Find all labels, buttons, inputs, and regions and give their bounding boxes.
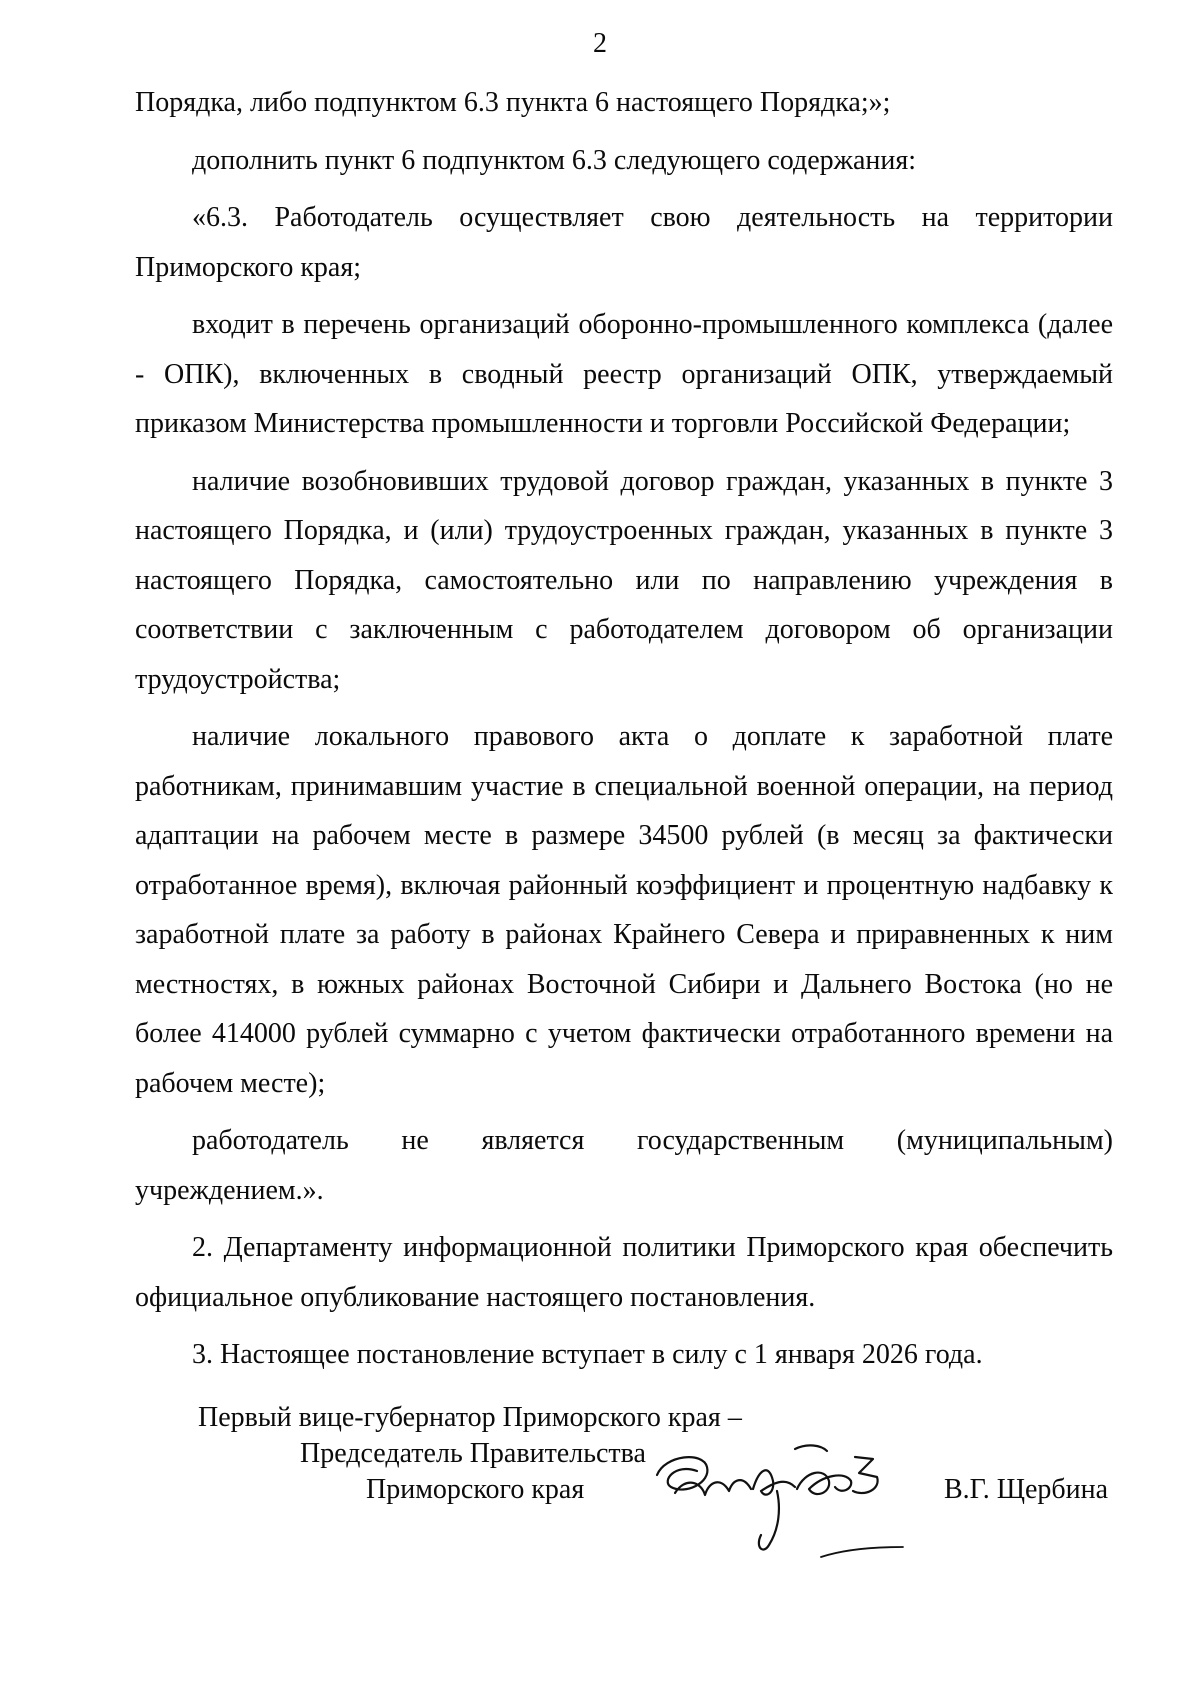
document-body <box>135 78 1113 1388</box>
signatory-title-line2: Председатель Правительства <box>300 1438 646 1469</box>
page-number: 2 <box>593 28 607 59</box>
paragraph-3: «6.3. Работодатель осуществляет свою деятельность на территории Приморского края; <box>135 202 1113 283</box>
paragraph-4: входит в перечень организаций оборонно-промышленного комплекса (далее - ОПК), включенных в сводный реестр организаций ОПК, утверждаемый приказом Министерства промышленности и торговли Российской Федерации; <box>135 309 1113 439</box>
paragraph-2: дополнить пункт 6 подпунктом 6.3 следующего содержания: <box>192 144 917 176</box>
signatory-title-line1: Первый вице-губернатор Приморского края – <box>198 1402 742 1433</box>
paragraph-9: 3. Настоящее постановление вступает в силу с 1 января 2026 года. <box>192 1339 983 1370</box>
paragraph-7: работодатель не является государственным (муниципальным) учреждением.». <box>135 1125 1113 1206</box>
signatory-title-line3: Приморского края <box>366 1474 585 1505</box>
handwritten-signature <box>645 1437 905 1565</box>
paragraph-8: 2. Департаменту информационной политики Приморского края обеспечить официальное опубликование настоящего постановления. <box>135 1232 1113 1313</box>
paragraph-1: Порядка, либо подпунктом 6.3 пункта 6 настоящего Порядка;»; <box>135 87 891 118</box>
paragraph-6: наличие локального правового акта о доплате к заработной плате работникам, принимавшим участие в специальной военной операции, на период адаптации на рабочем месте в размере 34500 рублей (в месяц за фактически отработанное время), включая районный коэффициент и процентную надбавку к заработной плате за работу в районах Крайнего Севера и приравненных к ним местностях, в южных районах Восточной Сибири и Дальнего Востока (но не более 414000 рублей суммарно с учетом фактически отработанного времени на рабочем месте); <box>135 721 1113 1099</box>
paragraph-5: наличие возобновивших трудовой договор граждан, указанных в пункте 3 настоящего Порядка, и (или) трудоустроенных граждан, указанных в пункте 3 настоящего Порядка, самостоятельно или по направлению учреждения в соответствии с заключенным с работодателем договором об организации трудоустройства; <box>135 465 1113 695</box>
signatory-name: В.Г. Щербина <box>944 1474 1109 1505</box>
